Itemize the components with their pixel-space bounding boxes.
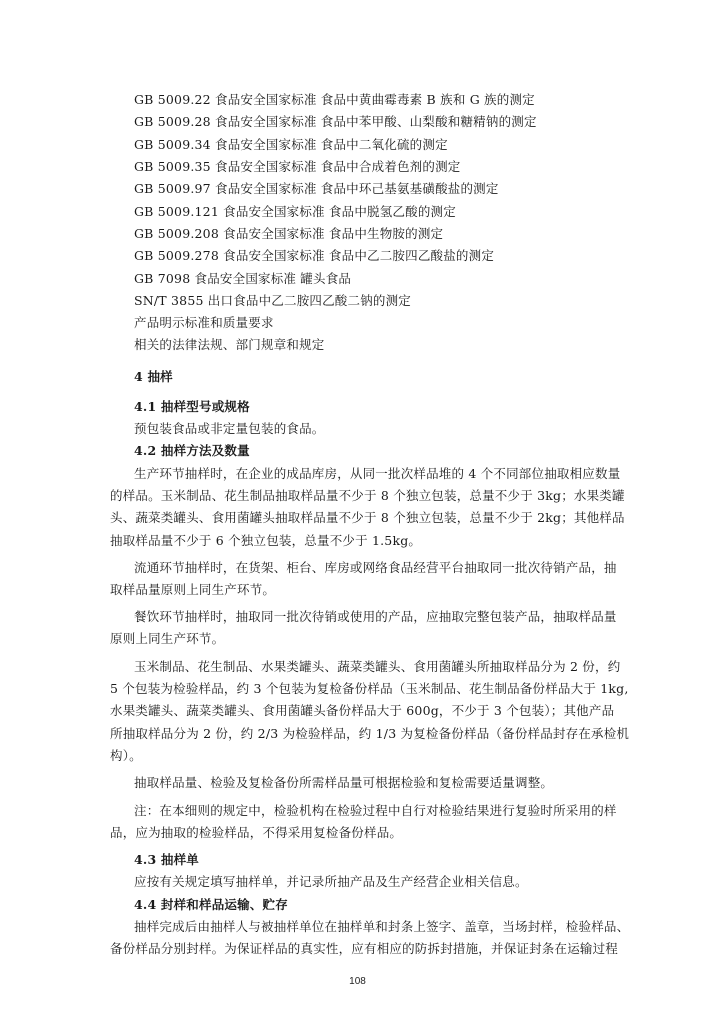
section-heading: 4 抽样 <box>134 369 173 384</box>
paragraph-line: 原则上同生产环节。 <box>110 631 225 646</box>
paragraph-line: 流通环节抽样时，在货架、柜台、库房或网络食品经营平台抽取同一批次待销产品，抽 <box>134 560 617 575</box>
page-number: 108 <box>349 976 366 987</box>
paragraph-line: 应按有关规定填写抽样单，并记录所抽产品及生产经营企业相关信息。 <box>134 874 528 889</box>
paragraph-line: 构）。 <box>110 748 142 763</box>
subsection-heading: 4.1 抽样型号或规格 <box>134 399 250 414</box>
paragraph-line: 备份样品分别封样。为保证样品的真实性，应有相应的防拆封措施，并保证封条在运输过程 <box>110 941 619 956</box>
paragraph-line: 生产环节抽样时，在企业的成品库房，从同一批次样品堆的 4 个不同部位抽取相应数量 <box>134 466 621 481</box>
paragraph-line: 取样品量原则上同生产环节。 <box>110 582 276 597</box>
standard-item: GB 5009.97 食品安全国家标准 食品中环己基氨基磺酸盐的测定 <box>134 181 499 196</box>
standard-item: GB 5009.35 食品安全国家标准 食品中合成着色剂的测定 <box>134 159 461 174</box>
subsection-heading: 4.2 抽样方法及数量 <box>134 443 250 458</box>
standard-item: GB 5009.121 食品安全国家标准 食品中脱氢乙酸的测定 <box>134 204 456 219</box>
paragraph-line: 的样品。玉米制品、花生制品抽取样品量不少于 8 个独立包装，总量不少于 3kg；水果类罐 <box>110 488 625 503</box>
subsection-heading: 4.3 抽样单 <box>134 852 199 867</box>
standard-item: SN/T 3855 出口食品中乙二胺四乙酸二钠的测定 <box>134 293 412 308</box>
paragraph-line: 所抽取样品分为 2 份，约 2/3 为检验样品，约 1/3 为复检备份样品（备份样品封存在承检机 <box>110 726 630 741</box>
paragraph-line: 抽取样品量、检验及复检备份所需样品量可根据检验和复检需要适量调整。 <box>134 775 554 790</box>
subsection-heading: 4.4 封样和样品运输、贮存 <box>134 897 288 912</box>
standard-item: GB 5009.278 食品安全国家标准 食品中乙二胺四乙酸盐的测定 <box>134 248 495 263</box>
paragraph-line: 水果类罐头、蔬菜类罐头、食用菌罐头备份样品大于 600g，不少于 3 个包装）；其他产品 <box>110 703 615 718</box>
standard-item: GB 5009.34 食品安全国家标准 食品中二氧化硫的测定 <box>134 137 448 152</box>
paragraph-line: 5 个包装为检验样品，约 3 个包装为复检备份样品（玉米制品、花生制品备份样品大于 1kg, <box>110 681 629 696</box>
paragraph-line: 抽样完成后由抽样人与被抽样单位在抽样单和封条上签字、盖章，当场封样，检验样品、 <box>134 919 630 934</box>
standard-item: GB 5009.208 食品安全国家标准 食品中生物胺的测定 <box>134 226 444 241</box>
paragraph-line: 头、蔬菜类罐头、食用菌罐头抽取样品量不少于 8 个独立包装，总量不少于 2kg；其他样品 <box>110 510 625 525</box>
standard-item: GB 5009.28 食品安全国家标准 食品中苯甲酸、山梨酸和糖精钠的测定 <box>134 114 537 129</box>
note-line: 注：在本细则的规定中，检验机构在检验过程中自行对检验结果进行复验时所采用的样 <box>134 803 617 818</box>
paragraph-line: 玉米制品、花生制品、水果类罐头、蔬菜类罐头、食用菌罐头所抽取样品分为 2 份，约 <box>134 659 621 674</box>
standard-item: 产品明示标准和质量要求 <box>134 315 274 330</box>
paragraph-line: 餐饮环节抽样时，抽取同一批次待销或使用的产品，应抽取完整包装产品，抽取样品量 <box>134 609 617 624</box>
paragraph-line: 抽取样品量不少于 6 个独立包装，总量不少于 1.5kg。 <box>110 533 422 548</box>
standard-item: GB 7098 食品安全国家标准 罐头食品 <box>134 271 352 286</box>
standard-item: GB 5009.22 食品安全国家标准 食品中黄曲霉毒素 B 族和 G 族的测定 <box>134 92 535 107</box>
note-line: 品，应为抽取的检验样品，不得采用复检备份样品。 <box>110 825 403 840</box>
standard-item: 相关的法律法规、部门规章和规定 <box>134 337 325 352</box>
paragraph-line: 预包装食品或非定量包装的食品。 <box>134 421 325 436</box>
